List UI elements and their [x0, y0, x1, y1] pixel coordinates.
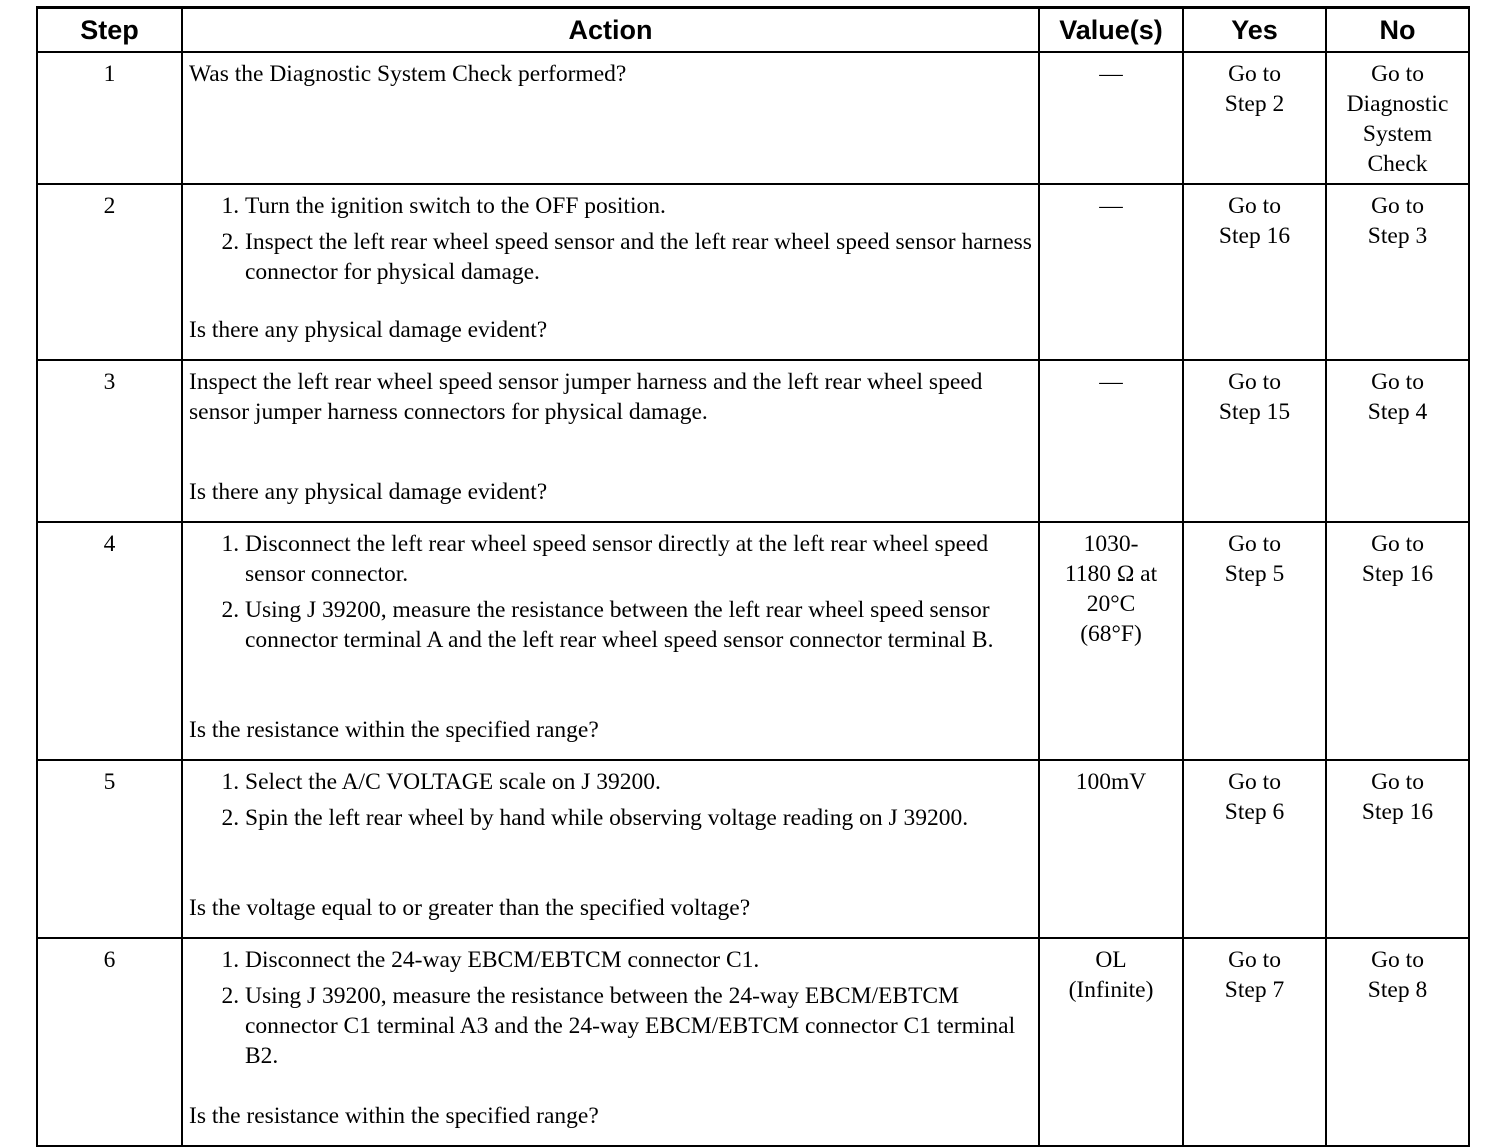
no-line: Step 8	[1367, 977, 1428, 1003]
table-row-step-6	[37, 938, 1469, 1146]
no-cell	[1326, 938, 1469, 1146]
action-question: Is there any physical damage evident?	[189, 479, 548, 505]
action-cell	[182, 184, 1039, 360]
no-line: System	[1362, 121, 1433, 147]
yes-line: Step 5	[1224, 561, 1285, 587]
no-cell	[1326, 184, 1469, 360]
no-line: Go to	[1371, 193, 1424, 219]
no-line: Step 4	[1367, 399, 1428, 425]
value-line: 1180 Ω at	[1064, 561, 1158, 587]
action-item: 2. Inspect the left rear wheel speed sensor and the left rear wheel speed sensor harness connector for physical damage.	[245, 227, 1032, 287]
action-question: Is there any physical damage evident?	[189, 317, 548, 343]
step-number: 5	[37, 760, 182, 938]
yes-line: Step 7	[1224, 977, 1285, 1003]
yes-cell	[1183, 184, 1326, 360]
action-text: Inspect the left rear wheel speed sensor jumper harness and the left rear wheel speed sensor jumper harness connectors for physical damage.	[189, 369, 983, 425]
value-cell: —	[1039, 360, 1183, 522]
no-line: Step 16	[1361, 561, 1434, 587]
value-cell	[1039, 522, 1183, 760]
yes-cell	[1183, 52, 1326, 184]
table-row-step-3	[37, 360, 1469, 522]
action-question: Is the resistance within the specified range?	[189, 1103, 599, 1129]
action-item: 2. Spin the left rear wheel by hand while observing voltage reading on J 39200.	[245, 803, 1032, 833]
yes-line: Go to	[1228, 61, 1281, 87]
yes-line: Step 16	[1218, 223, 1291, 249]
table-row-step-5	[37, 760, 1469, 938]
no-line: Step 16	[1361, 799, 1434, 825]
yes-line: Go to	[1228, 369, 1281, 395]
table-row-step-1	[37, 52, 1469, 184]
step-number: 4	[37, 522, 182, 760]
table-row-step-2	[37, 184, 1469, 360]
action-cell	[182, 760, 1039, 938]
no-line: Go to	[1371, 947, 1424, 973]
no-line: Go to	[1371, 769, 1424, 795]
yes-line: Step 6	[1224, 799, 1285, 825]
value-cell: —	[1039, 52, 1183, 184]
no-line: Step 3	[1367, 223, 1428, 249]
yes-cell	[1183, 522, 1326, 760]
no-cell	[1326, 760, 1469, 938]
value-cell	[1039, 938, 1183, 1146]
header-values: Value(s)	[1039, 8, 1183, 53]
action-question: Is the voltage equal to or greater than the specified voltage?	[189, 895, 751, 921]
header-yes: Yes	[1183, 8, 1326, 53]
value-line: OL	[1095, 947, 1127, 973]
action-item: 1. Select the A/C VOLTAGE scale on J 39200.	[245, 767, 1032, 797]
header-row	[37, 8, 1469, 53]
action-list	[189, 191, 1032, 293]
diagnostic-table	[36, 6, 1470, 1147]
no-line: Go to	[1371, 531, 1424, 557]
action-cell	[182, 360, 1039, 522]
yes-cell	[1183, 760, 1326, 938]
value-line: (68°F)	[1080, 621, 1142, 647]
yes-line: Go to	[1228, 769, 1281, 795]
action-item: 1. Turn the ignition switch to the OFF position.	[245, 191, 1032, 221]
action-list	[189, 767, 1032, 839]
action-item: 2. Using J 39200, measure the resistance between the left rear wheel speed sensor connector terminal A and the left rear wheel speed sensor connector terminal B.	[245, 595, 1032, 655]
action-cell	[182, 938, 1039, 1146]
step-number: 6	[37, 938, 182, 1146]
yes-cell	[1183, 360, 1326, 522]
header-no: No	[1326, 8, 1469, 53]
yes-line: Go to	[1228, 193, 1281, 219]
yes-line: Step 2	[1224, 91, 1285, 117]
no-cell	[1326, 522, 1469, 760]
action-list	[189, 945, 1032, 1077]
no-line: Go to	[1371, 61, 1424, 87]
table-header	[37, 8, 1469, 53]
yes-line: Go to	[1228, 531, 1281, 557]
value-cell: —	[1039, 184, 1183, 360]
no-cell	[1326, 52, 1469, 184]
table-row-step-4	[37, 522, 1469, 760]
table-body	[37, 52, 1469, 1146]
no-line: Check	[1367, 151, 1428, 177]
header-step: Step	[37, 8, 182, 53]
action-item: 2. Using J 39200, measure the resistance between the 24-way EBCM/EBTCM connector C1 terminal A3 and the 24-way EBCM/EBTCM connector C1 terminal B2.	[245, 981, 1032, 1071]
value-line: (Infinite)	[1068, 977, 1154, 1003]
step-number: 2	[37, 184, 182, 360]
no-cell	[1326, 360, 1469, 522]
value-line: 1030-	[1083, 531, 1139, 557]
action-list	[189, 529, 1032, 661]
yes-line: Step 15	[1218, 399, 1291, 425]
action-item: 1. Disconnect the 24-way EBCM/EBTCM connector C1.	[245, 945, 1032, 975]
action-text: Was the Diagnostic System Check performed?	[189, 61, 627, 87]
header-action: Action	[182, 8, 1039, 53]
yes-line: Go to	[1228, 947, 1281, 973]
no-line: Diagnostic	[1346, 91, 1449, 117]
step-number: 3	[37, 360, 182, 522]
action-item: 1. Disconnect the left rear wheel speed sensor directly at the left rear wheel speed sensor connector.	[245, 529, 1032, 589]
yes-cell	[1183, 938, 1326, 1146]
no-line: Go to	[1371, 369, 1424, 395]
action-cell	[182, 522, 1039, 760]
value-cell: 100mV	[1039, 760, 1183, 938]
value-line: 20°C	[1086, 591, 1136, 617]
action-cell	[182, 52, 1039, 184]
action-question: Is the resistance within the specified range?	[189, 717, 599, 743]
step-number: 1	[37, 52, 182, 184]
